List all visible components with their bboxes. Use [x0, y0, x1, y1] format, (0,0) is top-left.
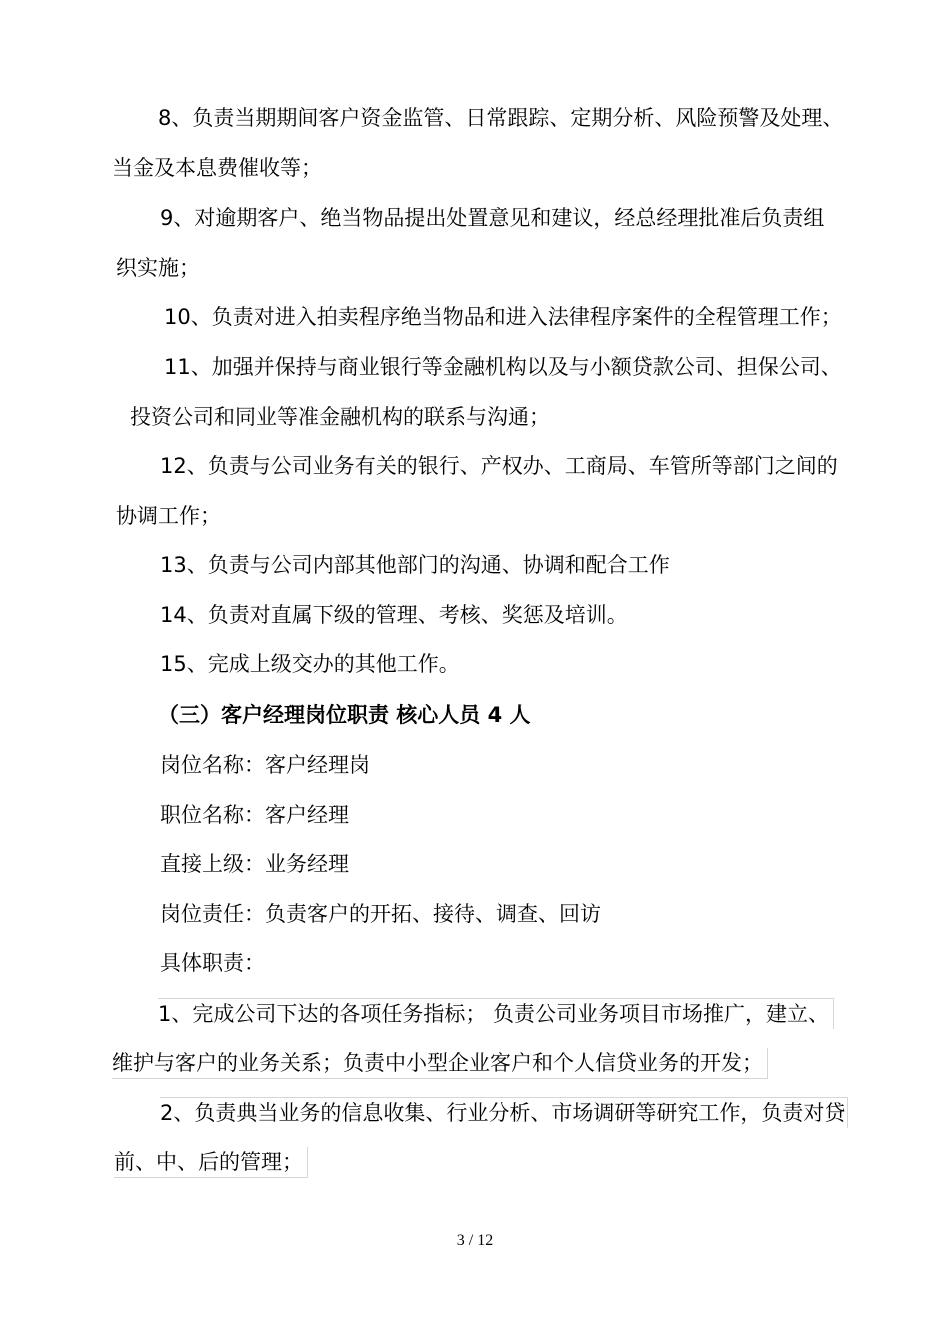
- text-line: 协调工作；: [116, 504, 221, 528]
- text-line: 维护与客户的业务关系；负责中小型企业客户和个人信贷业务的开发；: [112, 1048, 768, 1079]
- text-line: 前、中、后的管理；: [114, 1147, 308, 1178]
- text-line: 具体职责：: [160, 951, 265, 975]
- text-line: 15、完成上级交办的其他工作。: [160, 652, 460, 676]
- text-line: 12、负责与公司业务有关的银行、产权办、工商局、车管所等部门之间的: [160, 454, 838, 478]
- text-line: 岗位责任：负责客户的开拓、接待、调查、回访: [160, 902, 601, 926]
- text-line: 14、负责对直属下级的管理、考核、奖惩及培训。: [160, 603, 628, 627]
- text-line: 直接上级：业务经理: [160, 852, 349, 876]
- text-line: 11、加强并保持与商业银行等金融机构以及与小额贷款公司、担保公司、: [164, 355, 842, 379]
- text-line: 8、负责当期期间客户资金监管、日常跟踪、定期分析、风险预警及处理、: [158, 106, 844, 130]
- text-line: 13、负责与公司内部其他部门的沟通、协调和配合工作: [160, 553, 670, 577]
- section-heading: （三）客户经理岗位职责 核心人员 4 人: [158, 703, 531, 727]
- text-line: 岗位名称：客户经理岗: [160, 753, 370, 777]
- text-line: 2、负责典当业务的信息收集、行业分析、市场调研等研究工作，负责对贷: [160, 1097, 848, 1128]
- text-line: 10、负责对进入拍卖程序绝当物品和进入法律程序案件的全程管理工作；: [164, 305, 842, 329]
- text-line: 当金及本息费催收等；: [112, 156, 322, 180]
- page-number: 3 / 12: [456, 1232, 494, 1249]
- text-line: 职位名称：客户经理: [160, 803, 349, 827]
- text-line: 1、完成公司下达的各项任务指标； 负责公司业务项目市场推广，建立、: [158, 998, 834, 1029]
- text-line: 投资公司和同业等准金融机构的联系与沟通；: [130, 405, 550, 429]
- text-line: 织实施；: [116, 256, 200, 280]
- text-line: 9、对逾期客户、绝当物品提出处置意见和建议，经总经理批准后负责组: [160, 206, 825, 230]
